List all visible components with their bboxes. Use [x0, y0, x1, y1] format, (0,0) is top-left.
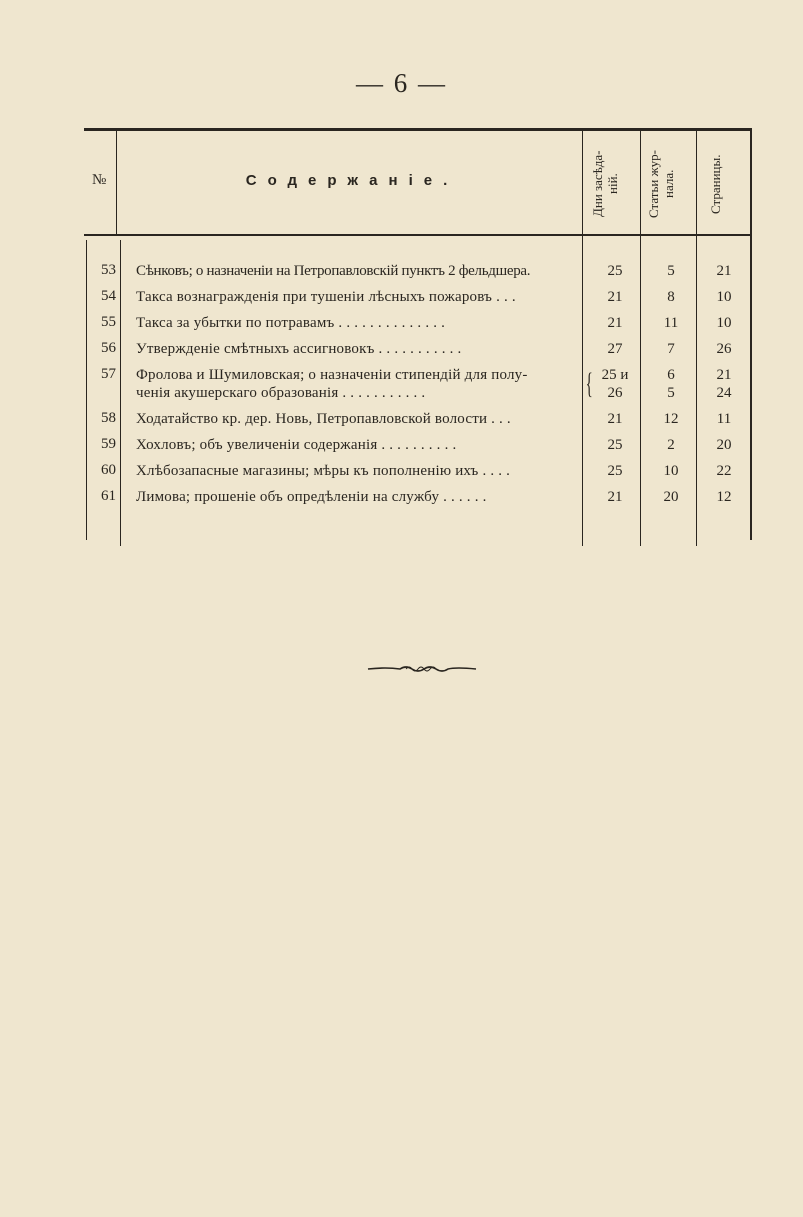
row-page: 26	[716, 341, 732, 357]
row-article-line: 5	[667, 385, 675, 401]
row-days: 21	[607, 411, 623, 427]
row-days-line: 25 и	[601, 367, 629, 383]
row-description: Утвержденіе смѣтныхъ ассигновокъ . . . . . . . . . . .	[136, 341, 462, 357]
contents-table	[84, 128, 752, 546]
row-days: 21	[607, 489, 623, 505]
row-article: 2	[667, 437, 675, 453]
row-description: Сѣнковъ; о назначеніи на Петропавловскій пунктъ 2 фельдшера.	[136, 263, 531, 279]
table-top-rule	[84, 128, 752, 131]
row-days: 21	[607, 289, 623, 305]
header-pages	[708, 136, 738, 232]
row-description: Хлѣбозапасные магазины; мѣры къ пополненію ихъ . . . .	[136, 463, 511, 479]
row-number: 55	[101, 314, 116, 330]
row-article: 5	[667, 263, 675, 279]
row-description: Ходатайство кр. дер. Новь, Петропавловской волости . . .	[136, 411, 511, 427]
column-divider	[640, 128, 641, 546]
row-page: 20	[716, 437, 732, 453]
header-content: Содержаніе.	[245, 172, 459, 189]
brace-mark: {	[585, 367, 593, 400]
row-article-line: 6	[667, 367, 675, 383]
header-days-line: ній.	[605, 173, 620, 195]
row-article: 20	[663, 489, 679, 505]
row-page: 21	[716, 263, 732, 279]
row-days: 21	[607, 315, 623, 331]
row-article: 12	[663, 411, 679, 427]
row-page: 10	[716, 289, 732, 305]
row-description-line: ченія акушерскаго образованія . . . . . . . . . . .	[136, 385, 426, 401]
row-description: Такса вознагражденія при тушеніи лѣсныхъ пожаровъ . . .	[136, 289, 516, 305]
row-days	[592, 366, 638, 402]
row-days: 25	[607, 463, 623, 479]
header-days-line: Дни засѣда-	[590, 150, 605, 218]
row-description-line: Фролова и Шумиловская; о назначеніи стипендій для полу-	[136, 367, 528, 383]
row-article	[646, 366, 696, 402]
row-page-line: 21	[716, 367, 732, 383]
column-divider	[582, 128, 583, 546]
row-number: 56	[101, 340, 116, 356]
row-days-line: 26	[607, 385, 623, 401]
row-article: 11	[663, 315, 679, 331]
column-divider	[120, 240, 121, 546]
row-number: 57	[101, 366, 116, 382]
row-days: 25	[607, 437, 623, 453]
row-number: 58	[101, 410, 116, 426]
row-page: 11	[716, 411, 732, 427]
header-days	[590, 136, 630, 232]
row-number: 54	[101, 288, 116, 304]
row-number: 53	[101, 262, 116, 278]
page-number: — 6 —	[356, 68, 447, 98]
table-header-rule	[84, 234, 752, 236]
row-description: Хохловъ; объ увеличеніи содержанія . . . . . . . . . .	[136, 437, 457, 453]
column-divider	[696, 128, 697, 546]
header-articles-line: Статьи жур-	[646, 150, 661, 218]
column-divider	[116, 128, 117, 236]
row-article: 7	[667, 341, 675, 357]
row-page: 12	[716, 489, 732, 505]
row-article: 10	[663, 463, 679, 479]
header-number: №	[92, 172, 107, 188]
row-page: 22	[716, 463, 732, 479]
header-pages-line: Страницы.	[708, 154, 723, 214]
row-number: 59	[101, 436, 116, 452]
row-days: 27	[607, 341, 623, 357]
row-page	[696, 366, 752, 402]
header-articles-line: нала.	[661, 169, 676, 199]
row-article: 8	[667, 289, 675, 305]
row-days: 25	[607, 263, 623, 279]
row-page: 10	[716, 315, 732, 331]
row-description: Такса за убытки по потравамъ . . . . . . . . . . . . . .	[136, 315, 446, 331]
header-articles	[646, 136, 686, 232]
row-number: 61	[101, 488, 116, 504]
ornament-divider	[366, 664, 478, 674]
row-description	[136, 366, 576, 402]
row-description: Лимова; прошеніе объ опредѣленіи на службу . . . . . .	[136, 489, 487, 505]
row-number: 60	[101, 462, 116, 478]
row-page-line: 24	[716, 385, 732, 401]
